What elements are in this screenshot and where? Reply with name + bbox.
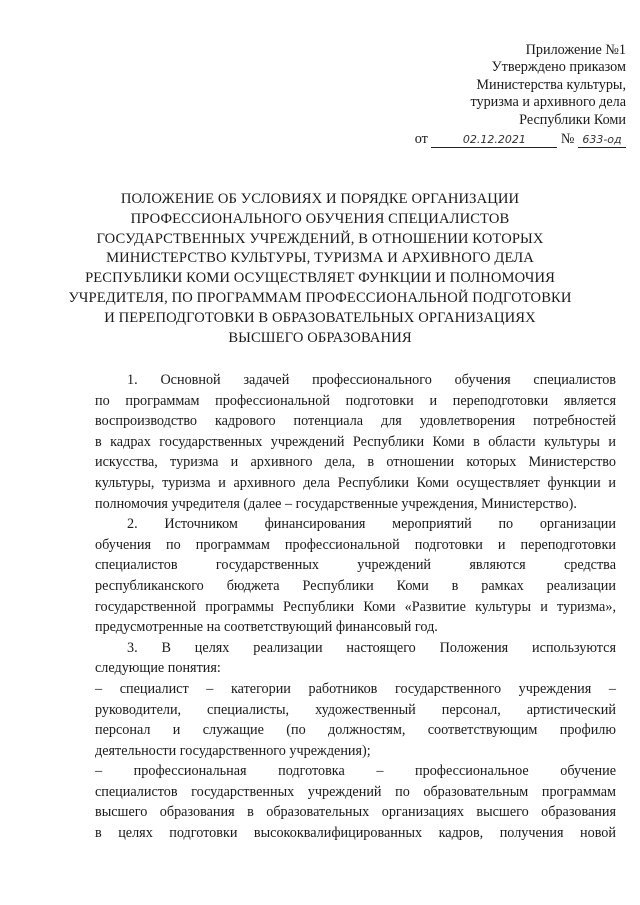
title-line: УЧРЕДИТЕЛЯ, ПО ПРОГРАММАМ ПРОФЕССИОНАЛЬНОЙ ПОДГОТОВКИ bbox=[68, 289, 572, 306]
appendix-number: Приложение №1 bbox=[525, 42, 626, 58]
definition-specialist-line: руководители, специалисты, художественный персонал, артистический bbox=[95, 701, 616, 718]
title-line: ПРОФЕССИОНАЛЬНОГО ОБУЧЕНИЯ СПЕЦИАЛИСТОВ bbox=[130, 210, 510, 227]
paragraph-1-line: искусства, туризма и архивного дела, в отношении которых Министерство bbox=[95, 454, 616, 471]
paragraph-2-line: предусмотренные на соответствующий финансовый год. bbox=[95, 619, 438, 636]
order-date: 02.12.2021 bbox=[431, 133, 557, 148]
title-line: ПОЛОЖЕНИЕ ОБ УСЛОВИЯХ И ПОРЯДКЕ ОРГАНИЗАЦИИ bbox=[120, 191, 520, 207]
ministry-line-3: Республики Коми bbox=[519, 111, 626, 128]
definition-training-line: специалистов государственных учреждений по образовательным программам bbox=[95, 783, 616, 800]
definition-training-line: в целях подготовки высококвалифицированных кадров, получения новой bbox=[95, 825, 616, 842]
order-prefix: от bbox=[414, 131, 428, 148]
paragraph-2-line: государственной программы Республики Коми «Развитие культуры и туризма», bbox=[95, 598, 616, 615]
document-body bbox=[95, 370, 616, 844]
definition-training-line: – профессиональная подготовка – профессиональное обучение bbox=[95, 763, 616, 780]
paragraph-1-line: полномочия учредителя (далее – государственные учреждения, Министерство). bbox=[95, 495, 577, 512]
definition-training-line: высшего образования в образовательных организациях высшего образования bbox=[95, 804, 616, 821]
approved-by-order: Утверждено приказом bbox=[491, 59, 626, 76]
title-line: И ПЕРЕПОДГОТОВКИ В ОБРАЗОВАТЕЛЬНЫХ ОРГАНИЗАЦИЯХ bbox=[104, 309, 536, 326]
title-line: ГОСУДАРСТВЕННЫХ УЧРЕЖДЕНИЙ, В ОТНОШЕНИИ КОТОРЫХ bbox=[96, 230, 544, 247]
title-line: МИНИСТЕРСТВО КУЛЬТУРЫ, ТУРИЗМА И АРХИВНОГО ДЕЛА bbox=[106, 250, 534, 267]
paragraph-1-line: воспроизводство кадрового потенциала для удовлетворения потребностей bbox=[95, 413, 616, 430]
paragraph-1-line: культуры, туризма и архивного дела Республики Коми осуществляет функции и bbox=[95, 474, 616, 491]
paragraph-1-line: 1. Основной задачей профессионального обучения специалистов bbox=[127, 372, 616, 388]
paragraph-3-line: 3. В целях реализации настоящего Положения используются bbox=[127, 639, 616, 656]
ministry-line-2: туризма и архивного дела bbox=[470, 94, 626, 111]
title-line: РЕСПУБЛИКИ КОМИ ОСУЩЕСТВЛЯЕТ ФУНКЦИИ И ПОЛНОМОЧИЯ bbox=[85, 270, 555, 287]
order-reference bbox=[415, 131, 626, 148]
title-line: ВЫСШЕГО ОБРАЗОВАНИЯ bbox=[228, 329, 412, 346]
order-number: 633-од bbox=[578, 133, 626, 148]
paragraph-2-line: республиканского бюджета Республики Коми в рамках реализации bbox=[95, 577, 616, 594]
paragraph-2-line: 2. Источником финансирования мероприятий по организации bbox=[127, 516, 616, 533]
order-number-sign: № bbox=[560, 131, 575, 148]
document-title bbox=[60, 190, 580, 348]
approval-block bbox=[415, 42, 626, 148]
definition-specialist-line: – специалист – категории работников государственного учреждения – bbox=[95, 680, 616, 697]
paragraph-2-line: специалистов государственных учреждений являются средства bbox=[95, 557, 616, 574]
definition-specialist-line: деятельности государственного учреждения); bbox=[95, 742, 371, 759]
paragraph-3-line: следующие понятия: bbox=[95, 660, 221, 677]
paragraph-1-line: по программам профессиональной подготовки и переподготовки является bbox=[95, 392, 616, 409]
paragraph-2-line: обучения по программам профессиональной подготовки и переподготовки bbox=[95, 536, 616, 553]
ministry-line-1: Министерства культуры, bbox=[476, 76, 626, 93]
paragraph-1-line: в кадрах государственных учреждений Республики Коми в области культуры и bbox=[95, 433, 616, 450]
definition-specialist-line: персонал и служащие (по должностям, соответствующим профилю bbox=[95, 722, 616, 739]
